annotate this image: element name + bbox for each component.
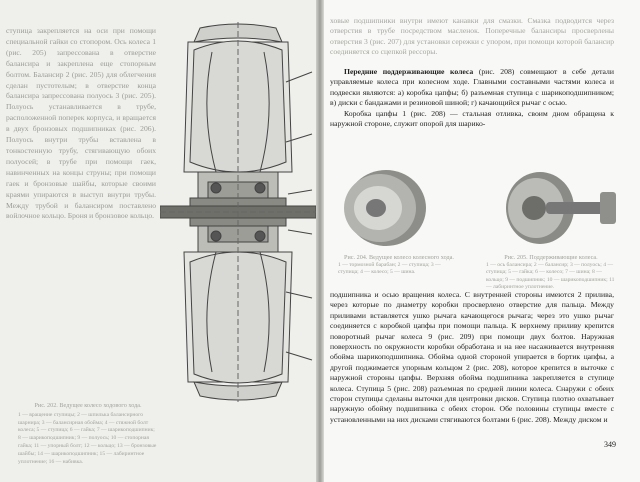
right-paragraph-3: подшипника и осью вращения колеса. С внутренней стороны имеются 2 прилива, через которые по диаметру коробки просверлено отверстие для пальца. Между приливами вставляется ушко рычага качающегося рычага; через это ушко рычаг соединяется с коробкой цапфы при помощи пальца. К верхнему приливу крепится поворотный рычаг колеса 9 (рис. 209) при помощи двух болтов. Наружная поверхность по окружности коробки обработана и на нее насаживается внутренняя обойма шарикоподшипника. Обойма одной стороной упирается в бортик цапфы, а другой поджимается упорным кольцом 2 (рис. 208), которое крепится в выточке с наружной стороны цапфы. Верхняя обойма подшипника закрепляется в ступице колеса. Ступица 5 (рис. 208) разъемная по средней линии колеса. Снаружи с обеих сторон ступицы сделаны выточки для центровки дисков. Ступица плотно охватывает наружную обойму подшипника с обеих сторон. Обе половины ступицы вместе с установленными на них дисками стягиваются болтами 6 (рис. 208). Между диском и: [330, 290, 614, 424]
right-paragraph-2: Коробка цапфы 1 (рис. 208) — стальная отливка, своим дном обращена к наружной стороне, служит опорой для шарико-: [330, 108, 614, 129]
left-paragraph: ступица закрепляется на оси при помощи специальной гайки со стопором. Ось колеса 1 (рис. 205) запрессована в отверстие балансира и закреплена еще стопорным болтом. Балансир 2 (рис. 205) для облегчения сделан пустотелым; в отверстие конца балансира запрессована полуось 3 (рис. 205). Полуось устанавливается в трубе, расположенной поперек корпуса, и вращается в двух бронзовых подшипниках (рис. 206). Полуось внутри трубы вставлена в тонкостенную трубу, стягивающую обоих полуосей; в трубе при помощи гаек, навинченных на концы струны; при помощи гаек и бронзовые шайбы, которые своими краями упираются в выступ внутри трубы. Между трубой и балансиром поставлено войлочное кольцо. Броня и бронзовое кольцо.: [6, 26, 156, 221]
book-gutter: [316, 0, 324, 482]
photo-caption-2-title: Рис. 205. Поддерживающие колеса.: [504, 254, 598, 261]
right-paragraph-heading: [330, 67, 614, 109]
page-number: 349: [604, 440, 616, 449]
left-figure-caption: [18, 402, 158, 466]
photo-caption-1-body: 1 — тормозной барабан; 2 — ступица; 3 — ступица; 4 — колесо; 5 — шина.: [338, 261, 441, 276]
photo-caption-2-body: 1 — ось балансира; 2 — балансир; 3 — полуось; 4 — ступица; 5 — гайка; 6 — колесо; 7 — шина; 8 — кольцо; 9 — подшипник; 10 — шарикоподшипник; 11 — лабиринтное уплотнение.: [486, 261, 615, 291]
photo-caption-1: [338, 254, 460, 277]
wheel-photographs: [330, 168, 620, 250]
left-figure-caption-title: Рис. 202. Ведущее колесо ходового хода.: [34, 402, 142, 409]
left-body-text: [6, 26, 156, 222]
wheel-cross-section-drawing: [160, 22, 316, 402]
right-intro-text: [330, 67, 614, 129]
photo-caption-1-title: Рис. 204. Ведущее колесо колесного хода.: [344, 254, 454, 261]
right-top-text: ховые подшипники внутри имеют канавки для смазки. Смазка подводится через отверстия в трубе посредством масленок. Поперечные балансиры просверлены отверстия 3 (рис. 207) для установки сережки с упором, при помощи которой балансир соединяется со сцепкой рессоры.: [330, 16, 614, 56]
section-heading: Передние поддерживающие колеса: [344, 67, 474, 76]
photo-caption-2: [486, 254, 616, 292]
section-heading-rest: (рис. 208) совмещают в себе детали управляемые колеса при колесном ходе. Главными составными частями колеса и подвески являются: а) коробка цапфы; б) разъемная ступица с шарикоподшипником; в) диски с бандажами и резиновой шиной; г) качающийся рычаг с осью.: [330, 67, 614, 108]
right-bottom-text: [330, 290, 614, 425]
left-figure-caption-body: 1 — вращение ступицы; 2 — шпилька балансирного шарнира; 3 — балансирная обойма; 4 — стяжной болт колеса; 5 — ступица; 6 — гайка; 7 — шарикоподшипник; 8 — шарикоподшипник; 9 — полуось; 10 — стопорная гайка; 11 — упорный болт; 12 — кольцо; 13 — бронзовые шайбы; 14 — шарикоподшипник; 15 — лабиринтное уплотнение; 16 — набивка.: [18, 411, 157, 465]
